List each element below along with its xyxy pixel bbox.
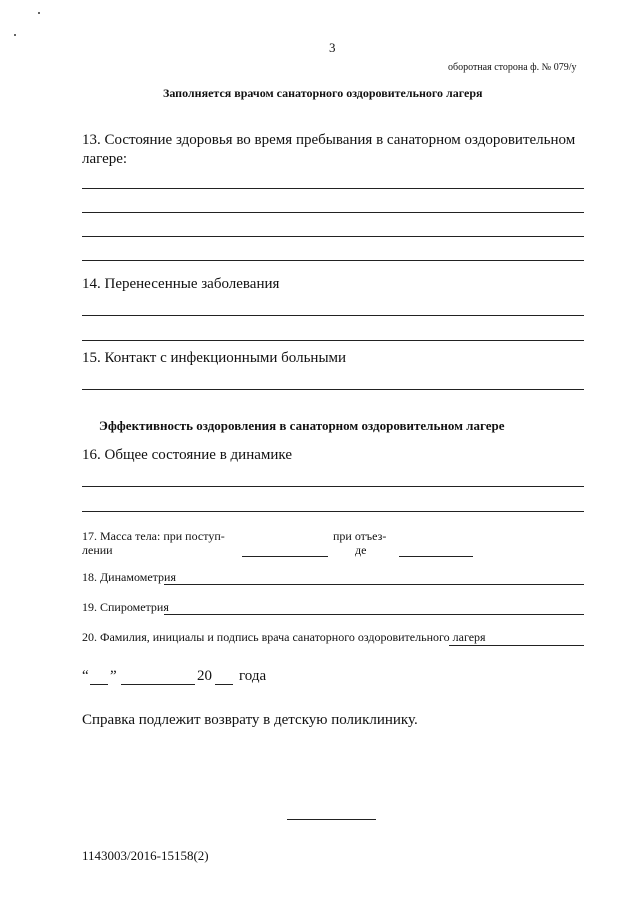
dynamometry-field[interactable] [164,584,584,585]
filled-by-heading: Заполняется врачом санаторного оздоровительного лагеря [163,86,483,100]
item-16-label: 16. Общее состояние в динамике [82,447,292,463]
item-13-label: 13. Состояние здоровья во время пребывания в санаторном оздоровительном [82,132,576,148]
weight-on-arrival-field[interactable] [242,556,328,557]
item-16-answer-line-1[interactable] [82,486,584,487]
date-day-field[interactable] [90,684,108,685]
section-title: Эффективность оздоровления в санаторном оздоровительном лагере [99,418,505,433]
item-15-answer-line[interactable] [82,389,584,390]
page-number: 3 [329,40,336,55]
item-18-label: 18. Динамометрия [82,570,176,584]
date-close-quote: ” [110,668,117,684]
item-17-label-departure-cont: де [355,543,367,557]
date-year-field[interactable] [215,684,233,685]
bottom-signature-line [287,819,376,820]
item-13-answer-line-3[interactable] [82,236,584,237]
return-note: Справка подлежит возврату в детскую поликлинику. [82,712,418,728]
document-code: 1143003/2016-15158(2) [82,848,209,863]
item-17-label-arrival: 17. Масса тела: при поступ- [82,529,225,543]
item-15-label: 15. Контакт с инфекционными больными [82,350,347,366]
item-16-answer-line-2[interactable] [82,511,584,512]
speck [38,12,40,14]
item-17-label-departure: при отъез- [333,529,387,543]
date-year-prefix: 20 [197,668,212,684]
spirometry-field[interactable] [164,614,584,615]
item-20-label: 20. Фамилия, инициалы и подпись врача санаторного оздоровительного лагеря [82,630,486,644]
form-side-label: оборотная сторона ф. № 079/у [448,62,577,73]
item-13-answer-line-1[interactable] [82,188,584,189]
date-open-quote: “ [82,668,89,684]
item-14-answer-line-1[interactable] [82,315,584,316]
date-year-suffix: года [239,668,267,684]
item-13-answer-line-2[interactable] [82,212,584,213]
item-19-label: 19. Спирометрия [82,600,169,614]
doctor-signature-field[interactable] [449,645,584,646]
item-13-label-cont: лагере: [82,151,128,167]
item-14-label: 14. Перенесенные заболевания [82,276,280,292]
weight-on-departure-field[interactable] [399,556,473,557]
date-month-field[interactable] [121,684,195,685]
speck [14,34,16,36]
item-17-label-arrival-cont: лении [82,543,113,557]
item-14-answer-line-2[interactable] [82,340,584,341]
item-13-answer-line-4[interactable] [82,260,584,261]
